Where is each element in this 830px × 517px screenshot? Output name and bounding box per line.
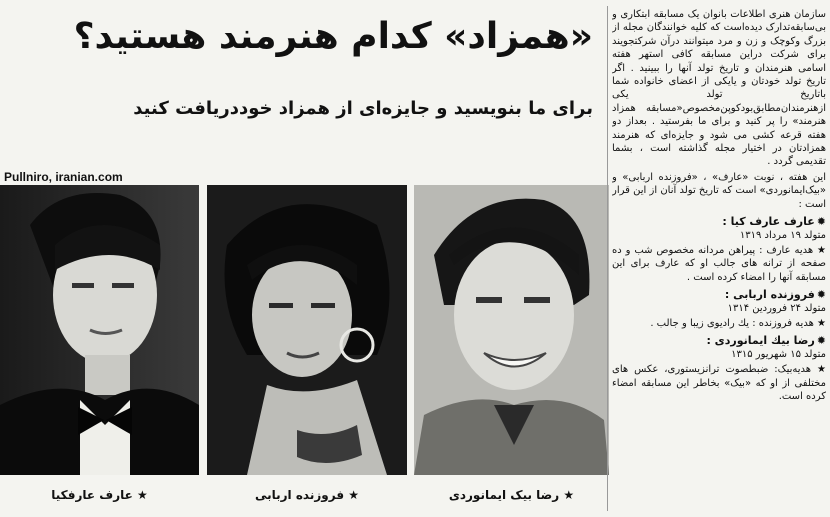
entry-beik — [612, 334, 826, 403]
entry-forouzandeh-gift: ★ هدیه فروزنده : یك رادیوی زیبا و جالب . — [650, 317, 826, 329]
entry-forouzandeh — [612, 288, 826, 330]
entry-forouzandeh-heading — [612, 288, 826, 301]
photo-credit: Pullniro, iranian.com — [4, 170, 123, 184]
entry-aref — [612, 215, 826, 284]
entry-beik-heading — [612, 334, 826, 347]
entry-forouzandeh-name: فروزنده اربابی : — [724, 288, 815, 302]
photo-beik — [414, 185, 609, 475]
entry-beik-born: متولد ۱۵ شهریور ۱۳۱۵ — [731, 348, 826, 360]
burst-icon: ✹ — [816, 215, 826, 229]
burst-icon: ✹ — [816, 288, 826, 302]
caption-beik: ★ رضا بیک ایمانوردی — [448, 488, 575, 502]
column-divider — [607, 6, 608, 511]
intro-paragraph: سازمان هنری اطلاعات بانوان یک مسابقه ابتکاری و بی‌سابقه‌تدارک دیده‌است که کلیه خوانندگان مجله از بزرگ وکوچک و زن و مرد میتوانند درآن شرکتجویند برای شرکت دراین مسابقه کافی استهر هفته اسامی هنرمندان و تاریخ تولد آنها را ببینید . اگر تاریخ تولد خودتان و یایکی از اعضای خانواده شما باتاریخ تولد یکی ازهنرمندان‌مطابق‌بودکوپن‌مخصوص«مسابقه همزاد هنرمند» را پر کنید و برای ما بفرستید . بعداز دو هفته قرعه کشی می شود و جایزه‌ای که هنرمند همزادتان در اختیار مجله گذاشته است ، بشما تقدیمی گردد . — [612, 9, 826, 168]
photo-aref — [0, 185, 199, 475]
portrait-beik-image — [414, 185, 609, 475]
portrait-forouzandeh-image — [207, 185, 407, 475]
article-text-column — [612, 8, 826, 513]
entry-aref-name: عارف عارف کیا : — [722, 215, 815, 229]
entry-aref-born: متولد ۱۹ مرداد ۱۳۱۹ — [739, 229, 826, 241]
burst-icon: ✹ — [816, 334, 826, 348]
article-subheadline: برای ما بنویسید و جایزه‌ای از همزاد خوددریافت کنید — [133, 98, 593, 119]
portrait-aref-image — [0, 185, 199, 475]
photo-forouzandeh — [207, 185, 407, 475]
entry-aref-gift: ★ هدیه عارف : پیراهن مردانه مخصوص شب و ده صفحه از ترانه های جالب او که عارف برای این مسابقه آنها را امضاء کرده است . — [612, 244, 826, 283]
this-week-paragraph: این هفته ، نوبت «عارف» ، «فروزنده اربابی» و «بیک‌ایمانوردی» است که تاریخ تولد آنان از این قرار است : — [612, 171, 826, 210]
article-headline: «همزاد» کدام هنرمند هستید؟ — [73, 16, 593, 57]
entry-forouzandeh-born: متولد ۲۴ فروردین ۱۳۱۴ — [727, 302, 826, 314]
entry-beik-name: رضا بیك ایمانوردی : — [706, 334, 815, 348]
entry-aref-heading — [612, 215, 826, 228]
caption-aref: ★ عارف عارفکیا — [51, 488, 148, 502]
entry-beik-gift: ★ هدیه‌بیک: ضبطصوت ترانزیستوری، عکس های مختلفی از او که «بیک» بخاطر این مسابقه امضاء کرده است. — [612, 364, 826, 402]
caption-forouzandeh: ★ فروزنده اربابی — [254, 488, 359, 502]
